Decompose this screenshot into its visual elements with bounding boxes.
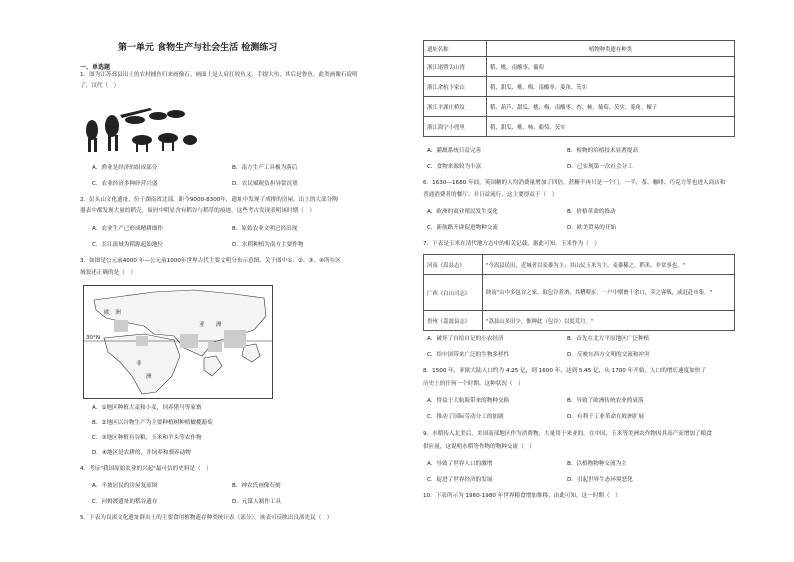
table1-row3-plants: 稻、葫芦、甜瓜、桃、梅、南酸枣、杏、柿、葡萄、芡实、菱角、楝子 xyxy=(487,97,735,117)
q9-stem-line2: 供应量，这说明水稻等作物的物种交流（ ） xyxy=(423,444,535,450)
q2-stem-line2: 器表中都发现大量的稻壳，炭屑中明显含有稻谷与稻草的痕迹。这些考古发现表明该时期（ ） xyxy=(80,208,315,214)
q9-option-d[interactable]: D．引起世界生态环境恶化 xyxy=(567,477,633,483)
q6-option-b[interactable]: B．价格革命的推动 xyxy=(567,209,616,215)
q8-option-d[interactable]: D．有利于工业革命在欧洲扩展 xyxy=(567,414,645,420)
q6-option-d[interactable]: D．欧美贸易的开始 xyxy=(567,225,617,231)
q7-option-a[interactable]: A．破坏了自给自足的小农经济 xyxy=(427,336,504,342)
q7-row3-text: "荔县山多田少，惟种此（包谷）以度荒月。" xyxy=(483,311,735,331)
q2-option-d[interactable]: D．水稻种植为南方主要作物 xyxy=(232,242,304,248)
q1-stem-line1: 1．图为江苏邳县出土的农村捕鱼归来画像石。画面上是人肩扛较鱼又，手提大鱼，其后是鲁鱼。此类画像石说明 xyxy=(80,72,358,78)
q6-option-c[interactable]: C．新航路开辟促进物种交流 xyxy=(427,225,499,231)
q2-option-c[interactable]: C．长江流域为稻源起始地位 xyxy=(92,242,164,248)
q7-row1-text: "今嵩县民田，近城者以麦黍为主；其山民玉米为主，麦黍稀之，稻米，非常事也。" xyxy=(483,255,735,275)
table1-row2-plants: 稻、甜瓜、桃、梅、南酸枣、菱角、芡实 xyxy=(487,77,735,97)
q8-option-c[interactable]: C．推动了国际劳动分工的加剧 xyxy=(427,414,504,420)
q5-stem: 5．下表为良渚文化遗址群出土的主要食用植物遗存种类统计表（部分）。该表可反映出良渚先民（ ） xyxy=(80,515,333,521)
right-page xyxy=(397,0,794,562)
q3-world-map xyxy=(83,285,273,399)
q1-option-b[interactable]: B．南方生产工具极为落后 xyxy=(232,165,298,171)
q4-option-d[interactable]: D．元谋人制作工具 xyxy=(232,499,282,505)
q5-option-a[interactable]: A．灌溉系统日益完善 xyxy=(427,148,482,154)
table1-header-site: 遗址名称 xyxy=(424,41,487,57)
q7-corn-records-table xyxy=(423,254,735,331)
map-landmass-shapes xyxy=(84,286,272,398)
q9-stem-line1: 9．水稻传入北美后，美国南部地区作为消费物，大量用于来亚的。在中国，玉米等美洲农作物因其高产而增加了粮食 xyxy=(423,431,712,437)
q7-stem: 7．下表是玉米在清代地方志中的相关记载，据此可知，玉米作为（ ） xyxy=(423,241,600,247)
q7-option-b[interactable]: B．首先在北方平原地区广泛种植 xyxy=(567,336,650,342)
q8-stem-line1: 8．1500 年，亚欧大陆人口约为 4.25 亿，到 1600 年，达到 5.45 亿，从 1700 年开始，人口的增长速度加快了 xyxy=(423,368,706,374)
q1-stone-relief-image xyxy=(80,100,200,155)
table1-row4-site: 浙江海宁小兜里 xyxy=(424,117,487,137)
q1-option-c[interactable]: C．农业经济多种经营兴盛 xyxy=(92,181,158,187)
q1-option-a[interactable]: A．渔业是经济的组成部分 xyxy=(92,165,158,171)
q4-stem: 4．考证"我国原始农业的兴起"最可信的史料是（ ） xyxy=(80,466,212,472)
q9-option-c[interactable]: C．促进了世界经济的发展 xyxy=(427,477,493,483)
q1-option-d[interactable]: D．农民赋税负担异常沉重 xyxy=(232,181,298,187)
q3-option-d[interactable]: D．④地区是农耕的，并饲养和驯养动物 xyxy=(92,450,191,456)
q4-option-a[interactable]: A．半坡居民的房屋复原图 xyxy=(92,483,158,489)
q7-row3-source: 贵州《荔波县志》 xyxy=(424,311,483,331)
table1-row1-site: 浙江诸暨尖山湾 xyxy=(424,57,487,77)
q2-stem-line1: 2．彭头山文化遗址，位于湖南省北部，距今9000-8300年，遗址中发现了成排的房屋，出土的大部分陶 xyxy=(80,197,338,203)
table1-row1-plants: 稻、桃、南酸枣、葡萄 xyxy=(487,57,735,77)
q8-option-a[interactable]: A．得益于大航海带来的物种交换 xyxy=(427,398,510,404)
q8-option-b[interactable]: B．导致了欧洲传统农业的衰落 xyxy=(567,398,644,404)
q7-option-c[interactable]: C．给中国带来广泛的生物多样性 xyxy=(427,352,510,358)
q5-option-d[interactable]: D．已实现第一次社会分工 xyxy=(567,164,633,170)
q9-option-b[interactable]: B．以植物物种交流为主 xyxy=(567,461,627,467)
map-label-europe: 欧 洲 xyxy=(104,310,121,316)
q3-option-c[interactable]: C．③地区种植有谷粮、玉米和羊头等农作物 xyxy=(92,435,202,441)
q5-option-c[interactable]: C．食物来源较为丰富 xyxy=(427,164,482,170)
table1-row2-site: 浙江余杭卞家山 xyxy=(424,77,487,97)
q7-row1-source: 河南《嵩县志》 xyxy=(424,255,483,275)
q2-option-a[interactable]: A．农业生产已形成精耕细作 xyxy=(92,226,163,232)
q9-option-a[interactable]: A．导致了世界人口的激增 xyxy=(427,461,493,467)
q6-option-a[interactable]: A．欧洲的商业殖民发生变化 xyxy=(427,209,498,215)
q10-stem: 10．下表所示为 1960-1980 年世界粮食增加推移，由此可知，这一时期（ ） xyxy=(423,493,621,499)
q3-option-a[interactable]: A．①地区种植大麦和小麦，饲养猪马等家畜 xyxy=(92,405,202,411)
q5-option-b[interactable]: B．植物的培植技术显著提高 xyxy=(567,148,638,154)
q4-option-c[interactable]: C．河姆渡遗址的稻谷遗存 xyxy=(92,499,158,505)
q1-stem-line2: 了，汉代（ ） xyxy=(80,83,120,89)
table1-header-plants: 植物种类遗存种类 xyxy=(487,41,735,57)
map-label-latitude: 30°N xyxy=(86,335,101,341)
q7-option-d[interactable]: D．反映东西方文明的交流和冲突 xyxy=(567,352,650,358)
q8-stem-line2: 历史上的任何一个时期。这种状况（ ） xyxy=(423,381,524,387)
map-label-asia: 亚 洲 xyxy=(199,322,222,328)
q6-stem-line1: 6．1630—1680 年间，英国糖的人均消费量增加了四倍，蔗糖不再只是一个门，一半，茶、咖啡、巧克力等也进入商店和 xyxy=(423,180,726,186)
table1-row3-site: 浙江平湖庄桥坟 xyxy=(424,97,487,117)
q4-option-b[interactable]: B．神农氏画像石刻 xyxy=(232,483,281,489)
map-label-africa: 非 xyxy=(136,361,142,367)
table1-row4-plants: 稻、甜瓜、桃、柿、葡萄、芡实 xyxy=(487,117,735,137)
q5-plant-remains-table xyxy=(423,40,735,137)
section-label: 一、单选题 xyxy=(80,64,111,71)
map-label-africa-2: 洲 xyxy=(146,374,152,380)
q3-option-b[interactable]: B．②地区以谷物生产为主要种植树种植橄榄葡萄 xyxy=(92,420,213,426)
q7-row2-text: 陕南"山中多包谷之家，取包谷煮酒，其糟喂豕，一户中喂畜十余口，卖之客贩，或赶赴市集。" xyxy=(483,275,735,311)
page-title: 第一单元 食物生产与社会生活 检测练习 xyxy=(118,43,278,53)
q3-stem-line1: 3．如图是公元前4000 年—公元前1000年世界古代主要文明分布示意图，关于图中①、②、③、④所在区 xyxy=(80,258,341,264)
q7-row2-source: 广西《白山司志》 xyxy=(424,275,483,311)
q3-stem-line2: 域叙述正确的是（ ） xyxy=(80,270,136,276)
q2-option-b[interactable]: B．原始农业文明已经出现 xyxy=(232,226,298,232)
q6-stem-line2: 普通消费者的餐厅。并日益流行，这主要得益于（ ） xyxy=(423,192,558,198)
